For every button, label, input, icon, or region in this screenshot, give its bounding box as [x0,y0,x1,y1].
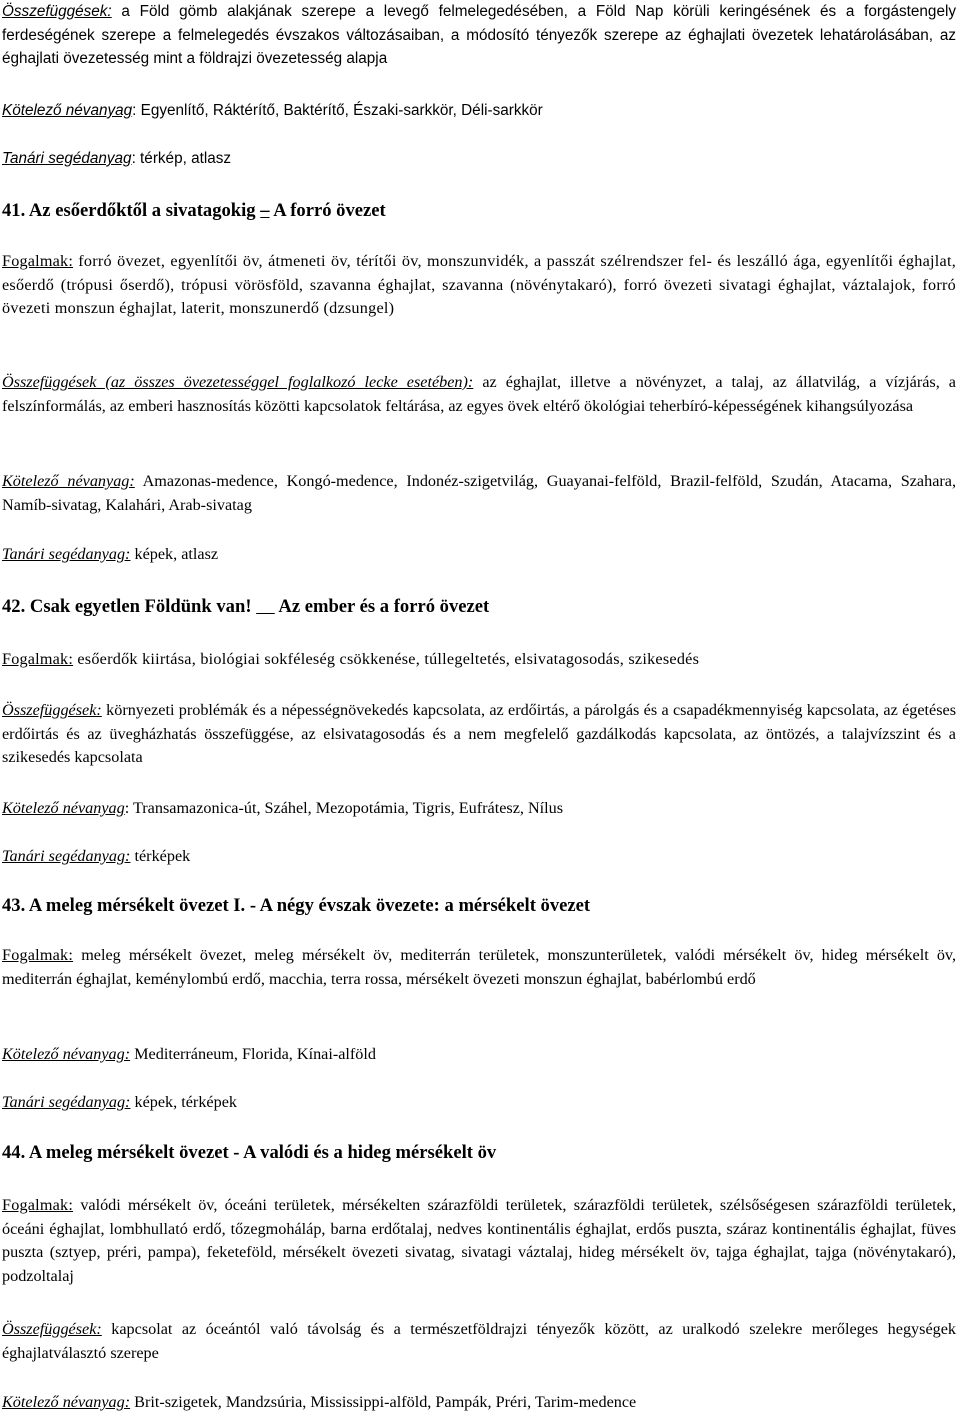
osszefuggesek-label: Összefüggések: [2,1320,102,1338]
section-title-dash [256,596,275,617]
section-title-a: Csak egyetlen Földünk van! [29,596,252,617]
fogalmak-label: Fogalmak: [2,252,74,270]
nevanyag-label: Kötelező névanyag [2,799,125,817]
segedanyag-label: Tanári segédanyag: [2,545,131,563]
section-43-nevanyag [2,1043,956,1067]
intro-nevanyag-paragraph [2,99,956,123]
section-title-dash: – [260,200,270,221]
segedanyag-text: képek, térképek [134,1093,237,1111]
section-44-fogalmak [2,1194,956,1288]
nevanyag-label: Kötelező névanyag: [2,472,135,490]
fogalmak-text: meleg mérsékelt övezet, meleg mérsékelt öv, mediterrán területek, monszunterületek, valódi mérsékelt öv, hideg mérsékelt öv, mediterrán éghajlat, keménylombú erdő, macchia, terra rossa, mérsékelt övezeti monszun éghajlat, babérlombú erdő [2,946,956,988]
nevanyag-text: Brit-szigetek, Mandzsúria, Mississippi-alföld, Pampák, Préri, Tarim-medence [134,1393,637,1411]
section-43-heading [2,894,956,918]
fogalmak-label: Fogalmak: [2,650,74,668]
section-44-nevanyag [2,1391,956,1415]
intro-segedanyag-paragraph [2,147,956,171]
nevanyag-text: : Egyenlítő, Ráktérítő, Baktérítő, Északi-sarkkör, Déli-sarkkör [132,102,543,119]
section-42-heading [2,595,956,619]
osszefuggesek-label: Összefüggések (az összes övezetességgel foglalkozó lecke esetében): [2,373,474,391]
segedanyag-text: térképek [134,847,191,865]
fogalmak-text: valódi mérsékelt öv, óceáni területek, mérsékelten szárazföldi területek, szárazföldi területek, szélsőségesen szárazföldi területek, óceáni éghajlat, lombhullató erdő, tőzegmoháláp, barna erdőtalaj, nedves kontinentális éghajlat, erdős puszta, száraz kontinentális éghajlat, füves puszta (sztyep, préri, pampa), feketeföld, mérsékelt övezeti sivatag, sivatagi váztalaj, hideg mérsékelt öv, tajga éghajlat, tajga (növénytakaró), podzoltalaj [2,1196,957,1285]
segedanyag-text: képek, atlasz [134,545,219,563]
section-41-nevanyag [2,470,956,517]
segedanyag-label: Tanári segédanyag [2,150,132,167]
osszefuggesek-text: kapcsolat az óceántól való távolság és a természetföldrajzi tényezők között, az uralkodó szelekre merőleges hegységek éghajlatválasztó szerepe [2,1320,957,1362]
fogalmak-label: Fogalmak: [2,946,74,964]
section-43-segedanyag [2,1091,956,1115]
nevanyag-label: Kötelező névanyag [2,102,133,119]
section-number: 42. [2,596,26,617]
segedanyag-text: : térkép, atlasz [131,150,232,167]
section-title-b: Az ember és a forró övezet [278,596,490,617]
section-title-a: A meleg mérsékelt övezet - A valódi és a hideg mérsékelt öv [28,1142,497,1163]
osszefuggesek-label: Összefüggések: [2,701,102,719]
nevanyag-text: Amazonas-medence, Kongó-medence, Indonéz-szigetvilág, Guayanai-felföld, Brazil-felföld, Szudán, Atacama, Szahara, Namíb-sivatag, Kalahári, Arab-sivatag [2,472,957,514]
segedanyag-label: Tanári segédanyag: [2,1093,131,1111]
section-number: 44. [2,1142,26,1163]
section-42-segedanyag [2,845,956,869]
osszefuggesek-label: Összefüggések: [2,3,112,20]
fogalmak-text: forró övezet, egyenlítői öv, átmeneti öv, térítői öv, monszunvidék, a passzát szélrendszer fel- és leszálló ága, egyenlítői éghajlat, esőerdő (trópusi őserdő), trópusi vörösföld, szavanna éghajlat, szavanna (növénytakaró), forró övezeti sivatagi éghajlat, váztalajok, forró övezeti monszun éghajlat, laterit, monszunerdő (dzsungel) [2,252,957,317]
osszefuggesek-text: környezeti problémák és a népességnövekedés kapcsolata, az erdőirtás, a párolgás és a csapadékmennyiség kapcsolata, az égetéses erdőirtás és az üvegházhatás összefüggése, az elsivatagosodás és a nem megfelelő gazdálkodás kapcsolata, az öntözés, a talajvízszint és a szikesedés kapcsolata [2,701,957,766]
nevanyag-label: Kötelező névanyag: [2,1045,131,1063]
section-41-osszefuggesek [2,371,956,418]
section-title-a: A meleg mérsékelt övezet I. - A négy évszak övezete: a mérsékelt övezet [28,895,591,916]
section-title-b: A forró övezet [273,200,386,221]
nevanyag-label: Kötelező névanyag: [2,1393,131,1411]
segedanyag-label: Tanári segédanyag: [2,847,131,865]
fogalmak-label: Fogalmak: [2,1196,74,1214]
section-42-nevanyag [2,797,956,821]
osszefuggesek-text: az éghajlat, illetve a növényzet, a talaj, az állatvilág, a vízjárás, a felszínformálás, az emberi hasznosítás közötti kapcsolatok feltárása, az egyes övek eltérő ökológiai teherbíró-képességének kihangsúlyozása [2,373,956,415]
section-43-fogalmak [2,944,956,991]
nevanyag-text: Mediterráneum, Florida, Kínai-alföld [134,1045,376,1063]
section-41-heading [2,199,956,223]
section-title-a: Az esőerdőktől a sivatagokig [28,200,256,221]
section-number: 41. [2,200,26,221]
fogalmak-text: esőerdők kiirtása, biológiai sokféleség csökkenése, túllegeltetés, elsivatagosodás, szikesedés [77,650,700,668]
section-44-heading [2,1141,956,1165]
section-42-fogalmak [2,648,956,672]
section-44-osszefuggesek [2,1318,956,1365]
osszefuggesek-text: a Föld gömb alakjának szerepe a levegő felmelegedésében, a Föld Nap körüli keringésének és a forgástengely ferdeségének szerepe a felmelegedés évszakos változásaiban, a módosító tényezők szerepe az éghajlati övezetek lehatárolásában, az éghajlati övezetesség mint a földrajzi övezetesség alapja [2,3,956,68]
section-number: 43. [2,895,26,916]
section-41-fogalmak [2,250,956,321]
nevanyag-text: : Transamazonica-út, Száhel, Mezopotámia, Tigris, Eufrátesz, Nílus [124,799,564,817]
section-42-osszefuggesek [2,699,956,770]
section-41-segedanyag [2,543,956,567]
intro-osszefuggesek-paragraph [2,0,956,71]
